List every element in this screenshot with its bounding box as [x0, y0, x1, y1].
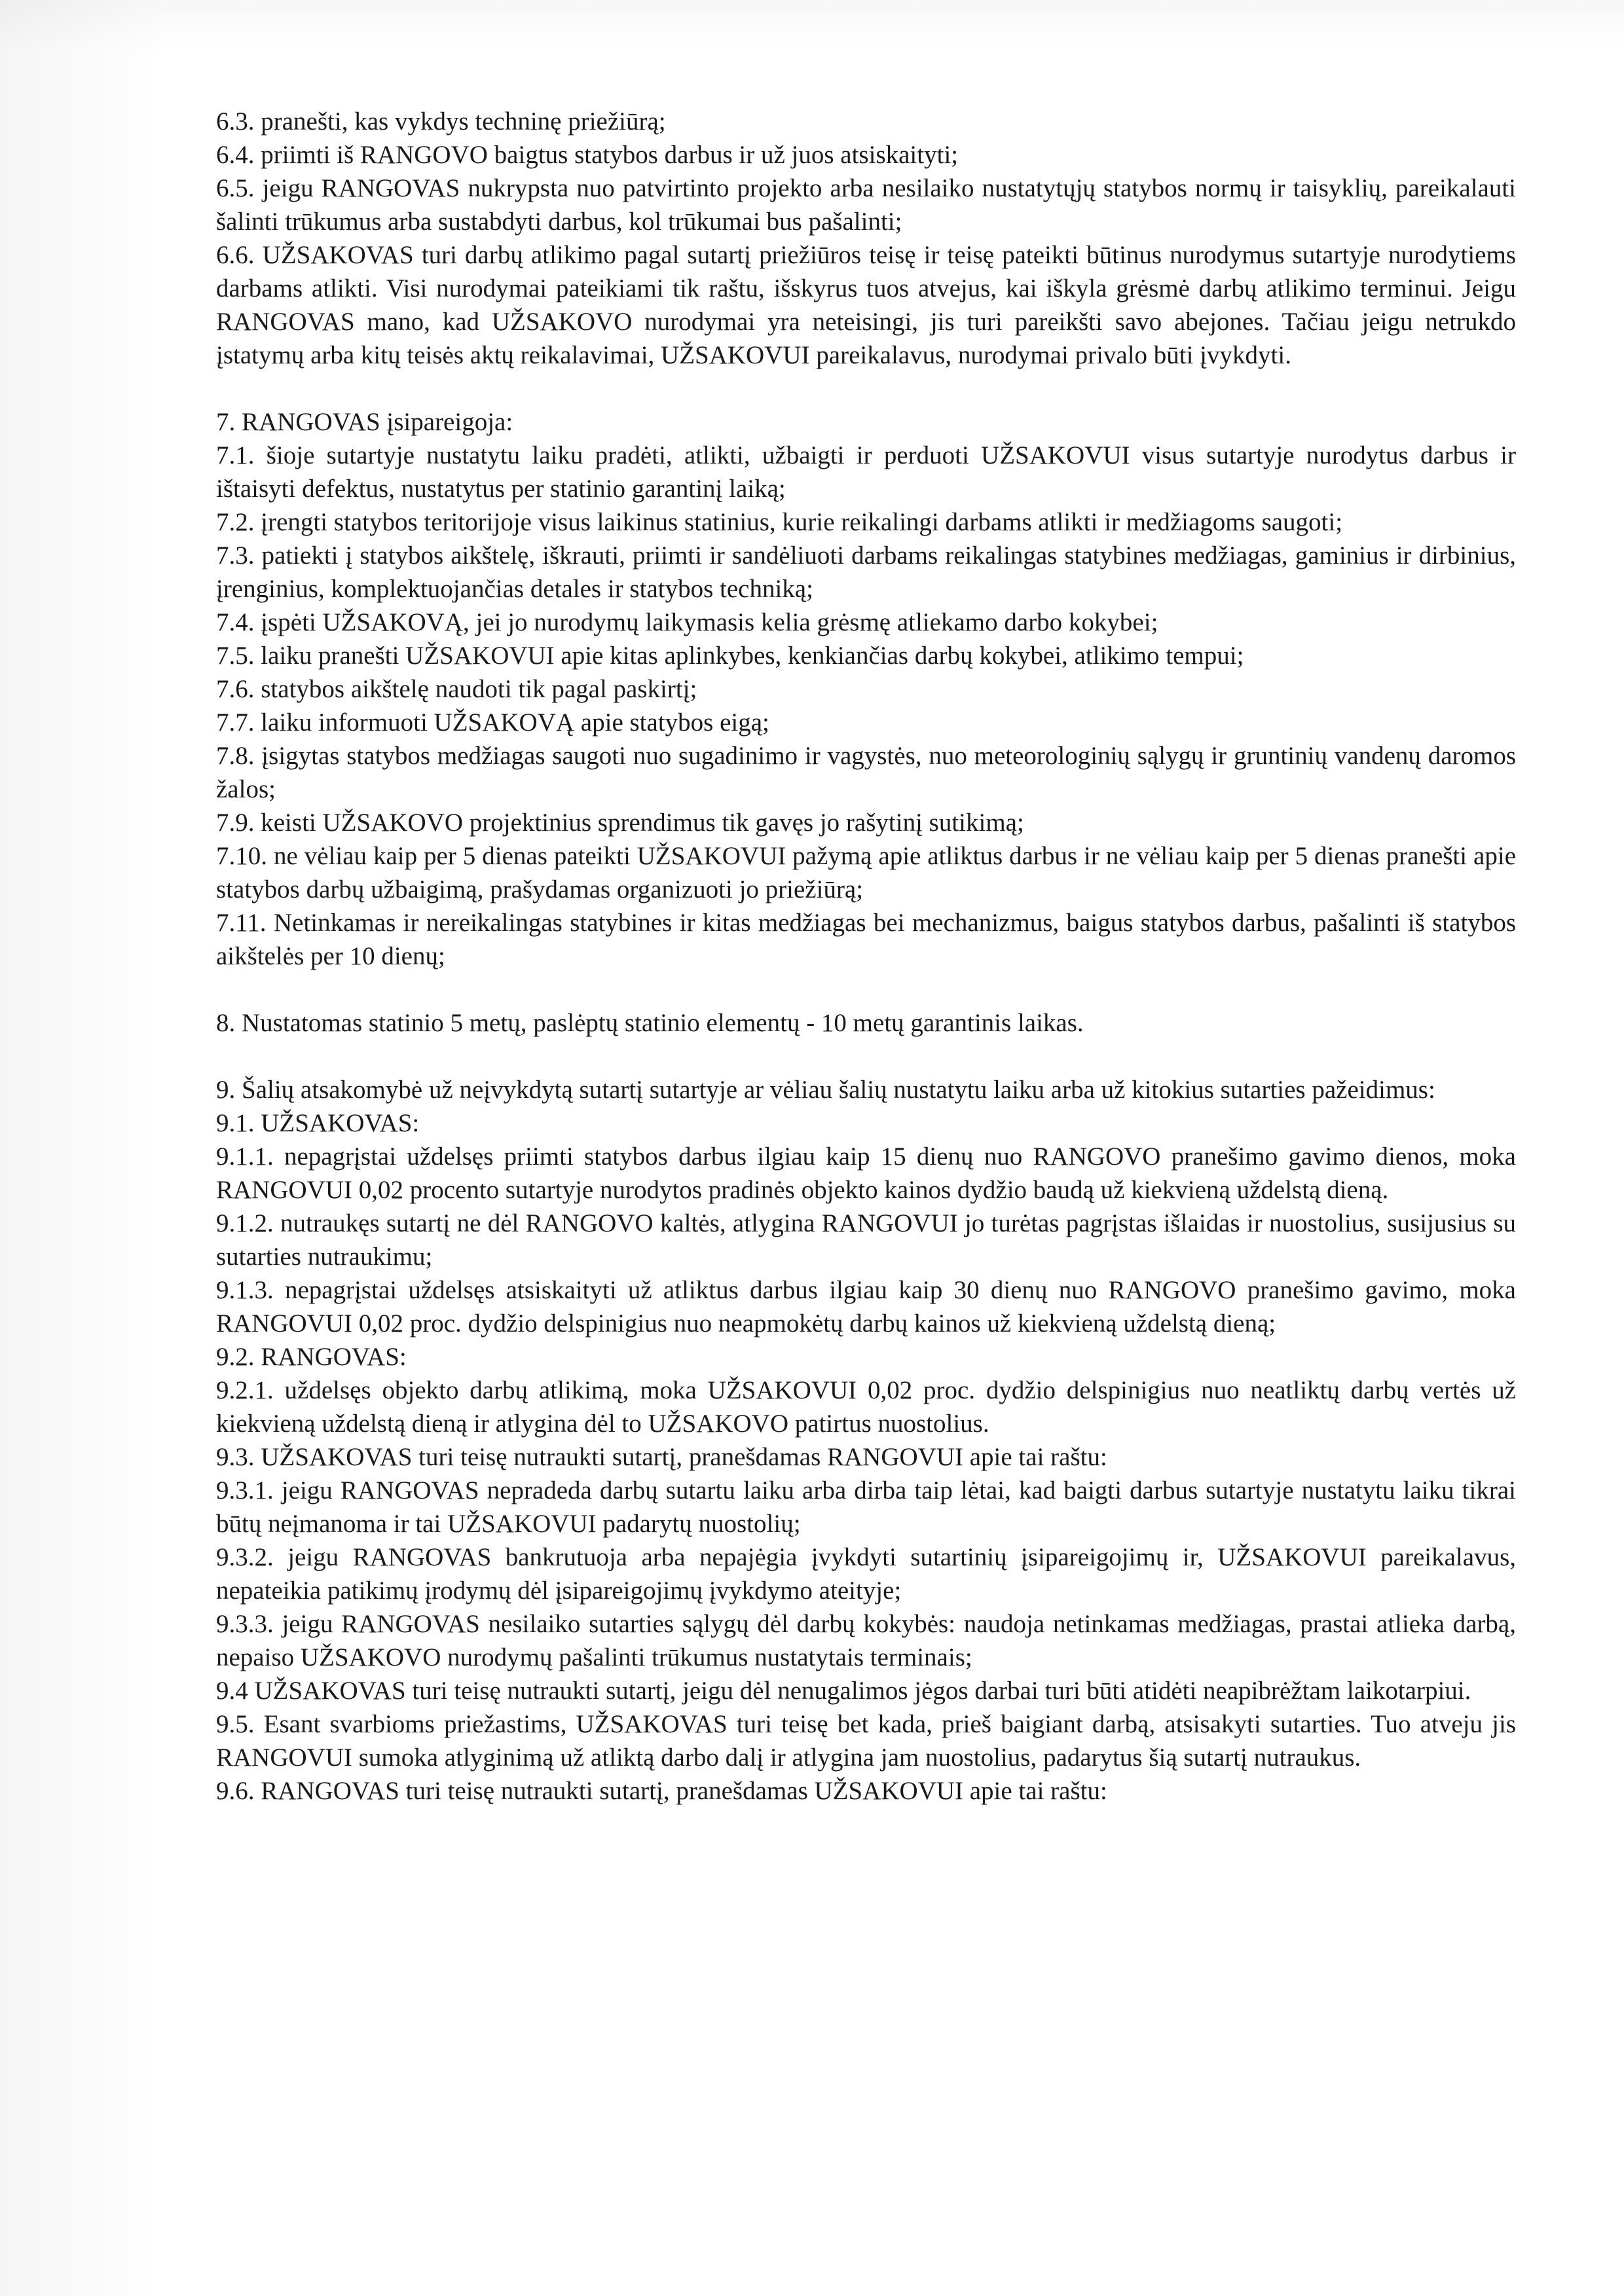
paragraph-7-8: 7.8. įsigytas statybos medžiagas saugoti nuo sugadinimo ir vagystės, nuo meteorologinių sąlygų ir gruntinių vandenų daromos žalos;	[216, 742, 1516, 803]
paragraph-7-9: 7.9. keisti UŽSAKOVO projektinius sprendimus tik gavęs jo rašytinį sutikimą;	[216, 809, 1024, 837]
paragraph-9-3-3: 9.3.3. jeigu RANGOVAS nesilaiko sutarties sąlygų dėl darbų kokybės: naudoja netinkamas medžiagas, prastai atlieka darbą, nepaiso UŽSAKOVO nurodymų pašalinti trūkumus nustatytais terminais;	[216, 1610, 1516, 1671]
section-9-heading: 9. Šalių atsakomybė už neįvykdytą sutartį sutartyje ar vėliau šalių nustatytu laiku arba už kitokius sutarties pažeidimus:	[216, 1076, 1435, 1104]
paragraph-7-11: 7.11. Netinkamas ir nereikalingas statybines ir kitas medžiagas bei mechanizmus, baigus statybos darbus, pašalinti iš statybos aikštelės per 10 dienų;	[216, 909, 1516, 970]
paragraph-9-4: 9.4 UŽSAKOVAS turi teisę nutraukti sutartį, jeigu dėl nenugalimos jėgos darbai turi būti atidėti neapibrėžtam laikotarpiui.	[216, 1677, 1471, 1705]
paragraph-9-5: 9.5. Esant svarbioms priežastims, UŽSAKOVAS turi teisę bet kada, prieš baigiant darbą, atsisakyti sutarties. Tuo atveju jis RANGOVUI sumoka atlyginimą už atliktą darbo dalį ir atlygina jam nuostolius, padarytus šią sutartį nutraukus.	[216, 1710, 1516, 1772]
paragraph-9-3: 9.3. UŽSAKOVAS turi teisę nutraukti sutartį, pranešdamas RANGOVUI apie tai raštu:	[216, 1443, 1107, 1471]
paragraph-6-6: 6.6. UŽSAKOVAS turi darbų atlikimo pagal sutartį priežiūros teisę ir teisę pateikti būtinus nurodymus sutartyje nurodytiems darbams atlikti. Visi nurodymai pateikiami tik raštu, išskyrus tuos atvejus, kai iškyla grėsmė darbų atlikimo terminui. Jeigu RANGOVAS mano, kad UŽSAKOVO nurodymai yra neteisingi, jis turi pareikšti savo abejones. Tačiau jeigu netrukdo įstatymų arba kitų teisės aktų reikalavimai, UŽSAKOVUI pareikalavus, nurodymai privalo būti įvykdyti.	[216, 241, 1516, 369]
paragraph-9-6: 9.6. RANGOVAS turi teisę nutraukti sutartį, pranešdamas UŽSAKOVUI apie tai raštu:	[216, 1777, 1107, 1805]
paragraph-spacer	[216, 973, 1516, 1006]
paragraph-spacer	[216, 1040, 1516, 1073]
paragraph-7-2: 7.2. įrengti statybos teritorijoje visus laikinus statinius, kurie reikalingi darbams atlikti ir medžiagoms saugoti;	[216, 508, 1343, 536]
section-7-heading: 7. RANGOVAS įsipareigoja:	[216, 408, 513, 436]
paragraph-9-1-3: 9.1.3. nepagrįstai uždelsęs atsiskaityti už atliktus darbus ilgiau kaip 30 dienų nuo RANGOVO pranešimo gavimo, moka RANGOVUI 0,02 proc. dydžio delspinigius nuo neapmokėtų darbų kainos už kiekvieną uždelstą dieną;	[216, 1276, 1516, 1338]
paragraph-7-10: 7.10. ne vėliau kaip per 5 dienas pateikti UŽSAKOVUI pažymą apie atliktus darbus ir ne vėliau kaip per 5 dienas pranešti apie statybos darbų užbaigimą, prašydamas organizuoti jo priežiūrą;	[216, 842, 1516, 903]
paragraph-9-3-1: 9.3.1. jeigu RANGOVAS nepradeda darbų sutartu laiku arba dirba taip lėtai, kad baigti darbus sutartyje nustatytu laiku tikrai būtų neįmanoma ir tai UŽSAKOVUI padarytų nuostolių;	[216, 1476, 1516, 1538]
paragraph-9-2: 9.2. RANGOVAS:	[216, 1343, 407, 1371]
paragraph-7-7: 7.7. laiku informuoti UŽSAKOVĄ apie statybos eigą;	[216, 708, 769, 737]
document-page	[216, 105, 1516, 1808]
paragraph-7-5: 7.5. laiku pranešti UŽSAKOVUI apie kitas aplinkybes, kenkiančias darbų kokybei, atlikimo tempui;	[216, 642, 1244, 670]
scan-shadow-top	[0, 0, 1624, 52]
paragraph-9-3-2: 9.3.2. jeigu RANGOVAS bankrutuoja arba nepajėgia įvykdyti sutartinių įsipareigojimų ir, UŽSAKOVUI pareikalavus, nepateikia patikimų įrodymų dėl įsipareigojimų įvykdymo ateityje;	[216, 1543, 1516, 1605]
section-8: 8. Nustatomas statinio 5 metų, paslėptų statinio elementų - 10 metų garantinis laikas.	[216, 1009, 1084, 1037]
paragraph-7-6: 7.6. statybos aikštelę naudoti tik pagal paskirtį;	[216, 675, 697, 703]
paragraph-6-4: 6.4. priimti iš RANGOVO baigtus statybos darbus ir už juos atsiskaityti;	[216, 141, 959, 169]
paragraph-spacer	[216, 372, 1516, 405]
paragraph-6-5: 6.5. jeigu RANGOVAS nukrypsta nuo patvirtinto projekto arba nesilaiko nustatytųjų statybos normų ir taisyklių, pareikalauti šalinti trūkumus arba sustabdyti darbus, kol trūkumai bus pašalinti;	[216, 174, 1516, 236]
paragraph-7-3: 7.3. patiekti į statybos aikštelę, iškrauti, priimti ir sandėliuoti darbams reikalingas statybines medžiagas, gaminius ir dirbinius, įrenginius, komplektuojančias detales ir statybos techniką;	[216, 541, 1516, 603]
paragraph-7-1: 7.1. šioje sutartyje nustatytu laiku pradėti, atlikti, užbaigti ir perduoti UŽSAKOVUI visus sutartyje nurodytus darbus ir ištaisyti defektus, nustatytus per statinio garantinį laiką;	[216, 441, 1516, 503]
paragraph-9-1-2: 9.1.2. nutraukęs sutartį ne dėl RANGOVO kaltės, atlygina RANGOVUI jo turėtas pagrįstas išlaidas ir nuostolius, susijusius su sutarties nutraukimu;	[216, 1209, 1516, 1271]
paragraph-9-1-1: 9.1.1. nepagrįstai uždelsęs priimti statybos darbus ilgiau kaip 15 dienų nuo RANGOVO pranešimo gavimo dienos, moka RANGOVUI 0,02 procento sutartyje nurodytos pradinės objekto kainos dydžio baudą už kiekvieną uždelstą dieną.	[216, 1142, 1516, 1204]
scan-shadow-left	[0, 0, 164, 2296]
paragraph-7-4: 7.4. įspėti UŽSAKOVĄ, jei jo nurodymų laikymasis kelia grėsmę atliekamo darbo kokybei;	[216, 608, 1158, 636]
paragraph-9-2-1: 9.2.1. uždelsęs objekto darbų atlikimą, moka UŽSAKOVUI 0,02 proc. dydžio delspinigius nuo neatliktų darbų vertės už kiekvieną uždelstą dieną ir atlygina dėl to UŽSAKOVO patirtus nuostolius.	[216, 1376, 1516, 1438]
paragraph-6-3: 6.3. pranešti, kas vykdys techninę priežiūrą;	[216, 107, 666, 136]
paragraph-9-1: 9.1. UŽSAKOVAS:	[216, 1109, 420, 1137]
